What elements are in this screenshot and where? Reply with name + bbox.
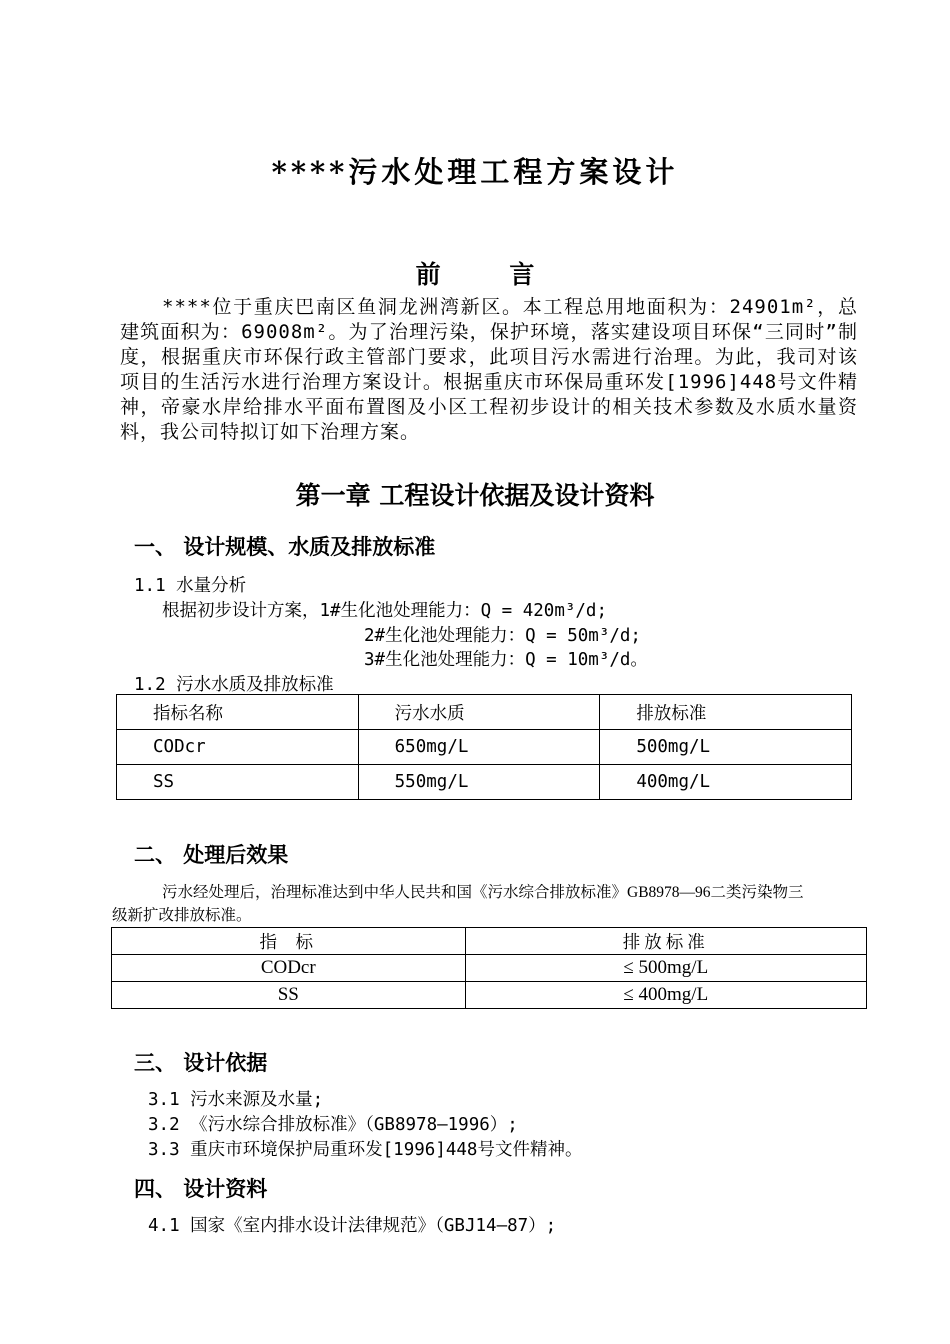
- discharge-standard-table: [111, 927, 867, 1009]
- flow-line-1: 根据初步设计方案，1#生化池处理能力：Q = 420m³/d;: [162, 601, 608, 621]
- preface-heading: 前 言: [415, 260, 565, 289]
- table-cell: SS: [112, 982, 466, 1009]
- table-cell: CODcr: [112, 955, 466, 982]
- table-row: [117, 765, 852, 800]
- table-row: [112, 982, 867, 1009]
- flow-line-2: 2#生化池处理能力：Q = 50m³/d;: [364, 626, 641, 646]
- table-header-row: [117, 695, 852, 730]
- table-cell: ≤ 500mg/L: [465, 955, 866, 982]
- chapter-heading: 第一章 工程设计依据及设计资料: [295, 481, 655, 510]
- section-2-heading: 二、 处理后效果: [134, 842, 289, 867]
- water-quality-table: [116, 694, 852, 800]
- basis-item: 3.2 《污水综合排放标准》（GB8978—1996）;: [148, 1115, 518, 1135]
- effect-text-line-1: 污水经处理后，治理标准达到中华人民共和国《污水综合排放标准》GB8978—96二类污染物三: [162, 884, 804, 901]
- flow-line-3: 3#生化池处理能力：Q = 10m³/d。: [364, 650, 648, 670]
- table-cell: SS: [117, 765, 359, 800]
- table-row: [112, 955, 867, 982]
- table-header-cell: 污水水质: [358, 695, 600, 730]
- subsection-1-1: 1.1 水量分析: [134, 576, 247, 596]
- section-1-heading: 一、 设计规模、水质及排放标准: [134, 534, 436, 559]
- section-4-heading: 四、 设计资料: [134, 1176, 268, 1201]
- table-header-cell: 排放标准: [600, 695, 852, 730]
- table-cell: 650mg/L: [358, 730, 600, 765]
- basis-item: 3.3 重庆市环境保护局重环发[1996]448号文件精神。: [148, 1140, 583, 1160]
- page-title: ****污水处理工程方案设计: [271, 155, 679, 189]
- table-cell: 400mg/L: [600, 765, 852, 800]
- section-3-heading: 三、 设计依据: [134, 1050, 268, 1075]
- table-header-row: [112, 928, 867, 955]
- table-cell: ≤ 400mg/L: [465, 982, 866, 1009]
- intro-paragraph: [120, 295, 858, 445]
- basis-item: 3.1 污水来源及水量;: [148, 1090, 324, 1110]
- table-cell: 550mg/L: [358, 765, 600, 800]
- table-header-cell: 指标名称: [117, 695, 359, 730]
- table-row: [117, 730, 852, 765]
- intro-text: ****位于重庆巴南区鱼洞龙洲湾新区。本工程总用地面积为：24901m²，总建筑面积为：69008m²。为了治理污染，保护环境，落实建设项目环保“三同时”制度，根据重庆市环保行政主管部门要求，此项目污水需进行治理。为此，我司对该项目的生活污水进行治理方案设计。根据重庆市环保局重环发[1996]448号文件精神，帝豪水岸给排水平面布置图及小区工程初步设计的相关技术参数及水质水量资料，我公司特拟订如下治理方案。: [120, 296, 858, 443]
- table-cell: CODcr: [117, 730, 359, 765]
- table-header-cell: 排放标准: [465, 928, 866, 955]
- subsection-1-2: 1.2 污水水质及排放标准: [134, 675, 334, 695]
- table-header-cell: 指 标: [112, 928, 466, 955]
- table-cell: 500mg/L: [600, 730, 852, 765]
- material-item: 4.1 国家《室内排水设计法律规范》（GBJ14—87）;: [148, 1216, 557, 1236]
- effect-text-line-2: 级新扩改排放标准。: [112, 907, 252, 924]
